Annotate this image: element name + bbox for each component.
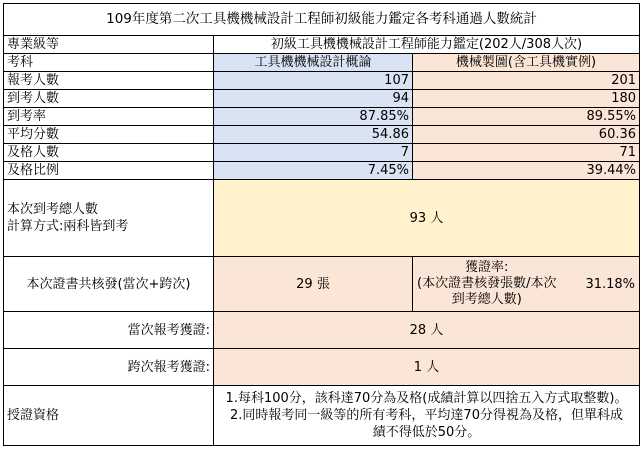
level-label: 專業級等 <box>4 36 214 54</box>
table-title: 109年度第二次工具機機械設計工程師初級能力鑑定各考科通過人數統計 <box>4 4 640 36</box>
qualification-line3: 績不得低於50分。 <box>372 425 481 440</box>
pass-statistics-table <box>3 3 640 446</box>
level-value: 初級工具機機械設計工程師能力鑑定(202人/308人次) <box>214 36 640 54</box>
cross-value: 1 人 <box>214 349 640 386</box>
subject-row <box>4 54 640 72</box>
certs-rate-wrapper <box>417 260 635 308</box>
cell-subject-2: 60.36 <box>413 126 640 144</box>
certs-rate-value: 31.18% <box>585 276 636 292</box>
total-attend-row <box>4 180 640 257</box>
certs-rate-cell <box>413 257 640 312</box>
table-row <box>4 144 640 162</box>
current-label: 當次報考獲證: <box>4 312 214 349</box>
cell-subject-2: 201 <box>413 72 640 90</box>
cell-subject-2: 180 <box>413 90 640 108</box>
stats-sheet <box>3 3 639 468</box>
cell-subject-1: 54.86 <box>214 126 413 144</box>
total-attend-label-line2: 計算方式:兩科皆到考 <box>7 219 129 234</box>
certs-rate-label-line3: 到考總人數) <box>451 292 522 307</box>
cell-subject-1: 107 <box>214 72 413 90</box>
subject-label: 考科 <box>4 54 214 72</box>
cell-subject-2: 71 <box>413 144 640 162</box>
row-label: 報考人數 <box>4 72 214 90</box>
row-label: 及格人數 <box>4 144 214 162</box>
current-row <box>4 312 640 349</box>
level-row <box>4 36 640 54</box>
certs-rate-label-line1: 獲證率: <box>465 260 509 275</box>
row-label: 及格比例 <box>4 162 214 180</box>
table-row <box>4 72 640 90</box>
subject-2-header: 機械製圖(含工具機實例) <box>413 54 640 72</box>
subject-1-header: 工具機機械設計概論 <box>214 54 413 72</box>
cross-label: 跨次報考獲證: <box>4 349 214 386</box>
total-attend-value: 93 人 <box>214 180 640 257</box>
cell-subject-2: 39.44% <box>413 162 640 180</box>
cell-subject-2: 89.55% <box>413 108 640 126</box>
row-label: 到考人數 <box>4 90 214 108</box>
cell-subject-1: 87.85% <box>214 108 413 126</box>
table-row <box>4 108 640 126</box>
qualification-text <box>214 386 640 446</box>
qualification-line2: 2.同時報考同一級等的所有考科，平均達70分得視為及格，但單科成 <box>230 408 623 423</box>
qualification-row <box>4 386 640 446</box>
certs-rate-label <box>417 260 556 308</box>
cell-subject-1: 94 <box>214 90 413 108</box>
total-attend-label-line1: 本次到考總人數 <box>7 202 99 217</box>
table-row <box>4 126 640 144</box>
qualification-label: 授證資格 <box>4 386 214 446</box>
certs-row <box>4 257 640 312</box>
cross-row <box>4 349 640 386</box>
total-attend-label <box>4 180 214 257</box>
table-row <box>4 162 640 180</box>
row-label: 到考率 <box>4 108 214 126</box>
row-label: 平均分數 <box>4 126 214 144</box>
certs-count: 29 張 <box>214 257 413 312</box>
certs-rate-label-line2: (本次證書核發張數/本次 <box>417 276 557 291</box>
cell-subject-1: 7 <box>214 144 413 162</box>
table-row <box>4 90 640 108</box>
current-value: 28 人 <box>214 312 640 349</box>
title-row <box>4 4 640 36</box>
qualification-line1: 1.每科100分，該科達70分為及格(成績計算以四捨五入方式取整數)。 <box>225 391 628 406</box>
cell-subject-1: 7.45% <box>214 162 413 180</box>
certs-label: 本次證書共核發(當次+跨次) <box>4 257 214 312</box>
